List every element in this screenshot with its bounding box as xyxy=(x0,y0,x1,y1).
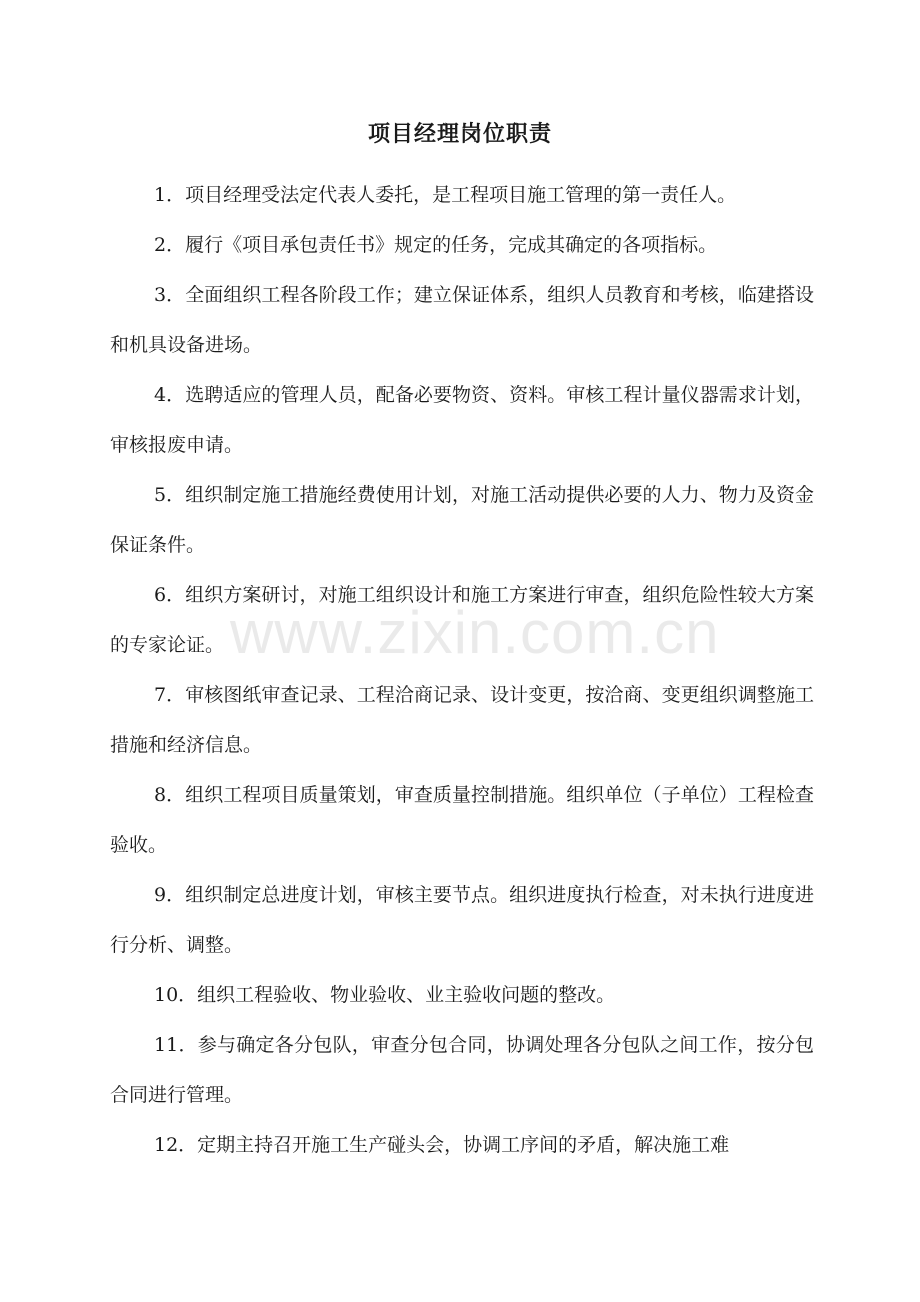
paragraph-9: 9．组织制定总进度计划，审核主要节点。组织进度执行检查，对未执行进度进行分析、调整。 xyxy=(110,884,814,956)
paragraph-7: 7．审核图纸审查记录、工程洽商记录、设计变更，按洽商、变更组织调整施工措施和经济信息。 xyxy=(110,684,814,756)
paragraph-8: 8．组织工程项目质量策划，审查质量控制措施。组织单位（子单位）工程检查验收。 xyxy=(110,784,814,856)
watermark: www.zixin.com.cn xyxy=(230,599,720,666)
paragraph-5: 5．组织制定施工措施经费使用计划，对施工活动提供必要的人力、物力及资金保证条件。 xyxy=(110,484,814,556)
paragraph-1: 1．项目经理受法定代表人委托，是工程项目施工管理的第一责任人。 xyxy=(154,184,737,206)
paragraph-10: 10．组织工程验收、物业验收、业主验收问题的整改。 xyxy=(154,984,616,1006)
paragraph-3: 3．全面组织工程各阶段工作；建立保证体系，组织人员教育和考核，临建搭设和机具设备进场。 xyxy=(110,284,814,356)
document-body xyxy=(110,170,814,1170)
paragraph-12: 12．定期主持召开施工生产碰头会，协调工序间的矛盾，解决施工难 xyxy=(154,1134,730,1156)
document-title: 项目经理岗位职责 xyxy=(367,121,552,147)
paragraph-2: 2．履行《项目承包责任书》规定的任务，完成其确定的各项指标。 xyxy=(154,234,718,256)
paragraph-6: 6．组织方案研讨，对施工组织设计和施工方案进行审查，组织危险性较大方案的专家论证。 xyxy=(110,584,814,656)
paragraph-4: 4．选聘适应的管理人员，配备必要物资、资料。审核工程计量仪器需求计划，审核报废申请。 xyxy=(110,384,814,456)
paragraph-11: 11．参与确定各分包队，审查分包合同，协调处理各分包队之间工作，按分包合同进行管理。 xyxy=(110,1034,814,1106)
